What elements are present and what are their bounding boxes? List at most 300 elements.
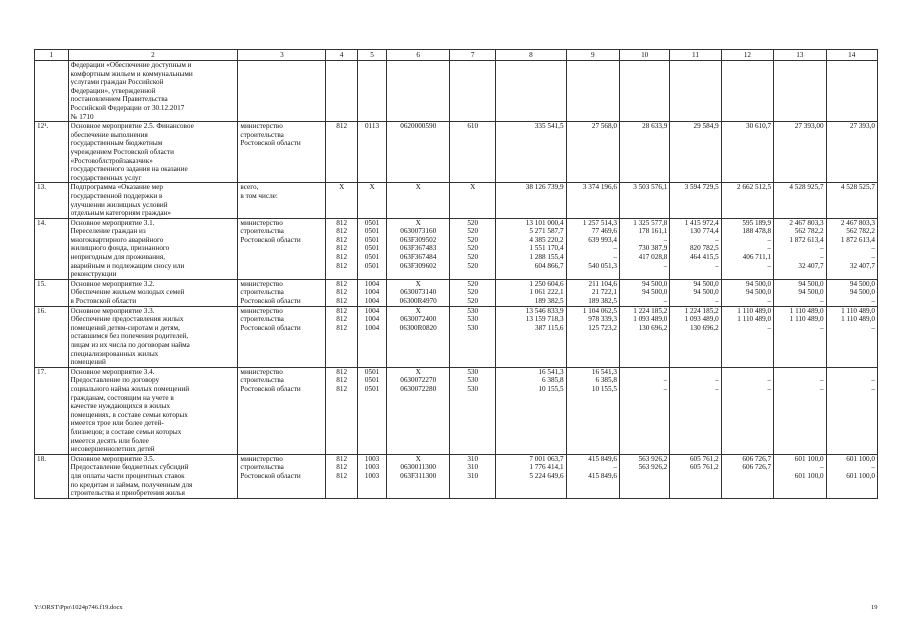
cell-line xyxy=(776,368,823,377)
cell-line: 520 xyxy=(467,218,479,227)
row-year-2023 xyxy=(774,122,826,183)
header-cell: 12 xyxy=(721,50,773,61)
cell-line xyxy=(672,472,718,481)
cell-line: 610 xyxy=(467,122,479,131)
table-row xyxy=(35,454,878,498)
cell-line xyxy=(724,472,771,481)
cell-line: Ростовской области xyxy=(240,384,301,393)
cell-line: 1 551 170,4 xyxy=(529,244,564,253)
cell-line: 812 xyxy=(336,297,348,306)
row-name xyxy=(68,122,238,183)
cell-line: реконструкции xyxy=(70,270,117,279)
row-number: 15. xyxy=(35,279,69,306)
cell-line: жилищного фонда, признанного xyxy=(70,244,170,253)
cell-line: – xyxy=(663,376,668,385)
cell-line: 605 761,2 xyxy=(689,454,719,463)
cell-line: 0501 xyxy=(364,367,380,376)
header-cell: 6 xyxy=(387,50,450,61)
cell-line: 812 xyxy=(336,261,348,270)
row-csr xyxy=(387,183,450,218)
cell-line: 812 xyxy=(336,218,348,227)
cell-line: 6 385,8 xyxy=(541,376,564,385)
cell-line: 1 257 514,3 xyxy=(582,218,617,227)
row-responsible xyxy=(238,122,326,183)
cell-line: 812 xyxy=(336,471,348,480)
cell-line: – xyxy=(613,463,617,472)
cell-line: оставшимся без попечения родителей, xyxy=(70,332,189,341)
cell-line: Ростовской области xyxy=(240,471,301,480)
row-responsible xyxy=(238,183,326,218)
cell-line: 606 726,7 xyxy=(742,454,772,463)
cell-line: 94 500,0 xyxy=(642,279,668,288)
row-vr xyxy=(450,454,496,498)
row-number: 17. xyxy=(35,367,69,454)
row-year-2022 xyxy=(721,218,773,279)
cell-line: 211 104,6 xyxy=(588,279,617,288)
cell-line: в Ростовской области xyxy=(70,297,137,306)
cell-line: 063F367483 xyxy=(400,244,437,253)
cell-line: 1 110 489,0 xyxy=(789,315,824,324)
cell-line: – xyxy=(767,235,772,244)
cell-line: 94 500,0 xyxy=(642,288,668,297)
cell-line: гражданам, состоящим на учете в xyxy=(70,393,174,402)
row-vr xyxy=(450,218,496,279)
row-year-2022 xyxy=(721,367,773,454)
cell-line: – xyxy=(715,235,719,244)
cell-line: – xyxy=(819,376,824,385)
row-csr xyxy=(387,279,450,306)
cell-line: Ростовской области xyxy=(240,297,301,306)
cell-line: – xyxy=(819,323,824,332)
cell-line: 978 339,3 xyxy=(588,315,617,324)
row-year-2023 xyxy=(774,61,826,122)
row-total xyxy=(496,183,566,218)
cell-line: 94 500,0 xyxy=(849,288,875,297)
cell-line: 0630011300 xyxy=(400,463,437,472)
row-name xyxy=(68,218,238,279)
cell-line: 417 028,8 xyxy=(638,253,668,262)
row-number: 16. xyxy=(35,306,69,367)
row-year-2023 xyxy=(774,367,826,454)
row-csr xyxy=(387,367,450,454)
cell-line: 27 393,0 xyxy=(849,122,875,131)
cell-line: Обеспечение предоставления жилых xyxy=(70,315,184,324)
row-year-2022 xyxy=(721,454,773,498)
cell-line: 063F311300 xyxy=(400,471,437,480)
cell-line: X xyxy=(415,454,421,463)
cell-line: учреждением Ростовской области xyxy=(70,147,174,156)
row-year-2024 xyxy=(826,367,877,454)
cell-line: 1 110 489,0 xyxy=(841,315,875,324)
row-gr xyxy=(326,218,357,279)
row-rz-pr xyxy=(357,367,386,454)
cell-line: 1 061 222,1 xyxy=(529,288,564,297)
row-year-2021 xyxy=(670,279,721,306)
row-vr xyxy=(450,306,496,367)
cell-line xyxy=(724,368,771,377)
row-vr xyxy=(450,183,496,218)
table-row xyxy=(35,183,878,218)
row-year-2019 xyxy=(566,306,619,367)
cell-line: 0113 xyxy=(365,122,380,131)
cell-line: X xyxy=(470,183,476,192)
table-row xyxy=(35,218,878,279)
cell-line: – xyxy=(715,384,719,393)
cell-line: строительства xyxy=(240,288,284,297)
cell-line: – xyxy=(767,244,772,253)
cell-line: отдельным категориям граждан» xyxy=(70,209,171,218)
cell-line: 605 761,2 xyxy=(689,463,719,472)
cell-line: качестве нуждающихся в жилых xyxy=(70,402,171,411)
cell-line: 812 xyxy=(336,235,348,244)
row-csr xyxy=(387,218,450,279)
cell-line: государственного задания на оказание xyxy=(70,165,188,174)
row-year-2019 xyxy=(566,454,619,498)
row-year-2024 xyxy=(826,279,877,306)
cell-line: – xyxy=(819,253,824,262)
cell-line: лицам из их числа по договорам найма xyxy=(70,341,190,349)
header-cell: 11 xyxy=(670,50,721,61)
cell-line: – xyxy=(663,384,668,393)
row-gr xyxy=(326,454,357,498)
cell-line: – xyxy=(871,253,875,262)
cell-line: 520 xyxy=(467,235,479,244)
row-gr xyxy=(326,183,357,218)
cell-line: 530 xyxy=(467,306,479,315)
cell-line: X xyxy=(415,367,421,376)
cell-line: 06300R4970 xyxy=(399,297,437,306)
cell-line: 812 xyxy=(336,454,348,463)
row-year-2019 xyxy=(566,367,619,454)
cell-line: 1004 xyxy=(364,279,380,288)
row-number: 18. xyxy=(35,454,69,498)
row-year-2020 xyxy=(620,122,670,183)
cell-line: 0630073160 xyxy=(400,227,437,236)
row-year-2020 xyxy=(620,61,670,122)
cell-line: 5 224 649,6 xyxy=(529,471,564,480)
cell-line: 606 726,7 xyxy=(742,463,772,472)
row-gr xyxy=(326,61,357,122)
cell-line: 29 584,9 xyxy=(693,122,719,131)
cell-line: 1 776 414,1 xyxy=(529,463,564,472)
cell-line: 1 325 577,8 xyxy=(633,218,668,227)
row-year-2024 xyxy=(826,122,877,183)
cell-line: Российской Федерации от 30.12.2017 xyxy=(70,103,185,112)
cell-line: 812 xyxy=(336,227,348,236)
cell-line: аварийным и подлежащим сносу или xyxy=(70,261,185,270)
cell-line: 464 415,5 xyxy=(689,253,719,262)
cell-line: 0501 xyxy=(364,253,380,262)
cell-line: 2 467 803,3 xyxy=(789,218,824,227)
cell-line: 13 159 718,3 xyxy=(525,315,564,324)
cell-line: Предоставление по договору xyxy=(70,376,160,385)
header-cell: 1 xyxy=(35,50,69,61)
row-total xyxy=(496,218,566,279)
cell-line: Основное мероприятие 3.2. xyxy=(70,279,155,288)
cell-line: 0501 xyxy=(364,244,380,253)
cell-line: X xyxy=(415,183,421,192)
row-year-2022 xyxy=(721,279,773,306)
row-csr xyxy=(387,122,450,183)
cell-line: Основное мероприятие 3.4. xyxy=(70,367,155,376)
footer-file-path: Y:\ORST\Ppo\1024p746.f19.docx xyxy=(34,604,123,611)
cell-line: имеется трое или более детей- xyxy=(70,419,164,428)
row-year-2023 xyxy=(774,306,826,367)
cell-line: 812 xyxy=(336,315,348,324)
cell-line: строительства xyxy=(240,130,284,139)
table-row xyxy=(35,122,878,183)
row-year-2020 xyxy=(620,279,670,306)
header-cell: 3 xyxy=(238,50,326,61)
cell-line: – xyxy=(871,384,875,393)
cell-line: 1 110 489,0 xyxy=(737,306,772,315)
cell-line: – xyxy=(871,244,875,253)
cell-line: 595 189,9 xyxy=(742,218,772,227)
cell-line: 601 100,0 xyxy=(794,454,824,463)
cell-line: 812 xyxy=(336,279,348,288)
cell-line: строительства xyxy=(240,463,284,472)
row-csr xyxy=(387,454,450,498)
cell-line: – xyxy=(663,297,668,306)
cell-line: – xyxy=(663,261,668,270)
row-year-2024 xyxy=(826,183,877,218)
cell-line: 1 224 185,2 xyxy=(684,306,719,315)
cell-line: 812 xyxy=(336,376,348,385)
cell-line: – xyxy=(871,297,875,306)
cell-line: 10 155,5 xyxy=(591,384,617,393)
cell-line: 415 849,6 xyxy=(588,454,617,463)
row-year-2021 xyxy=(670,183,721,218)
cell-line: многоквартирного аварийного xyxy=(70,235,164,244)
cell-line: – xyxy=(767,297,772,306)
row-gr xyxy=(326,306,357,367)
cell-line: министерство xyxy=(240,122,283,131)
row-year-2019 xyxy=(566,279,619,306)
header-cell: 5 xyxy=(357,50,386,61)
row-year-2022 xyxy=(721,122,773,183)
row-csr xyxy=(387,306,450,367)
cell-line: министерство xyxy=(240,306,283,315)
cell-line: 540 051,3 xyxy=(588,261,617,270)
cell-line: 188 478,8 xyxy=(742,227,772,236)
cell-line: строительства xyxy=(240,315,284,324)
row-rz-pr xyxy=(357,122,386,183)
cell-line: министерство xyxy=(240,279,283,288)
cell-line: государственным бюджетным xyxy=(70,139,163,148)
cell-line: 30 610,7 xyxy=(745,122,772,131)
cell-line: 563 926,2 xyxy=(638,463,668,472)
table-row xyxy=(35,306,878,367)
row-year-2021 xyxy=(670,218,721,279)
header-row xyxy=(35,50,878,61)
cell-line: 562 782,2 xyxy=(846,227,875,236)
cell-line: 1 288 155,4 xyxy=(529,253,564,262)
cell-line: – xyxy=(819,244,824,253)
cell-line: Основное мероприятие 3.1. xyxy=(70,218,155,227)
cell-line: помещениях, в составе семьи которых xyxy=(70,410,188,419)
cell-line: 063F367484 xyxy=(400,253,437,262)
table-row xyxy=(35,279,878,306)
cell-line: Федерации «Обеспечение доступным и xyxy=(70,61,192,69)
cell-line: 0501 xyxy=(364,376,380,385)
cell-line: 94 500,0 xyxy=(745,288,772,297)
cell-line: обеспечение выполнения xyxy=(70,130,148,139)
cell-line: 16 541,3 xyxy=(538,367,564,376)
cell-line: – xyxy=(663,235,668,244)
cell-line: 1 110 489,0 xyxy=(789,306,824,315)
row-name xyxy=(68,61,238,122)
row-name xyxy=(68,306,238,367)
cell-line: 530 xyxy=(467,376,479,385)
cell-line: 520 xyxy=(467,261,479,270)
cell-line: 3 374 196,6 xyxy=(582,183,617,192)
header-cell: 9 xyxy=(566,50,619,61)
cell-line: 639 993,4 xyxy=(588,235,617,244)
cell-line: 1004 xyxy=(364,323,380,332)
cell-line: государственной поддержки в xyxy=(70,191,163,200)
cell-line: 1 093 489,0 xyxy=(684,315,719,324)
row-year-2024 xyxy=(826,61,877,122)
cell-line: 27 393,00 xyxy=(794,122,824,131)
header-cell: 14 xyxy=(826,50,877,61)
cell-line: 2 467 803,3 xyxy=(840,218,875,227)
cell-line: 1 872 613,4 xyxy=(789,235,824,244)
cell-line: Основное мероприятие 3.3. xyxy=(70,306,155,315)
cell-line: X xyxy=(415,218,421,227)
row-year-2023 xyxy=(774,183,826,218)
row-number: 13. xyxy=(35,183,69,218)
row-total xyxy=(496,61,566,122)
cell-line: социального найма жилых помещений xyxy=(70,384,190,393)
cell-line: X xyxy=(415,306,421,315)
cell-line: 063F309602 xyxy=(400,261,437,270)
cell-line: 310 xyxy=(467,454,479,463)
cell-line: 32 407,7 xyxy=(849,261,875,270)
row-year-2021 xyxy=(670,367,721,454)
cell-line: имеется десять или более xyxy=(70,436,149,445)
cell-line: 520 xyxy=(467,297,479,306)
row-number: 14. xyxy=(35,218,69,279)
cell-line: 520 xyxy=(467,227,479,236)
table-row xyxy=(35,367,878,454)
cell-line: несовершеннолетних детей xyxy=(70,445,155,454)
cell-line: – xyxy=(819,463,824,472)
row-gr xyxy=(326,279,357,306)
cell-line: 601 100,0 xyxy=(846,454,875,463)
cell-line: Федерации», утвержденной xyxy=(70,86,156,95)
cell-line: 1 872 613,4 xyxy=(840,235,875,244)
cell-line: 820 782,5 xyxy=(689,244,719,253)
cell-line: 16 541,3 xyxy=(591,367,617,376)
cell-line: 189 382,5 xyxy=(534,297,564,306)
cell-line: строительства xyxy=(240,227,284,236)
cell-line: министерство xyxy=(240,218,283,227)
row-total xyxy=(496,279,566,306)
row-year-2020 xyxy=(620,306,670,367)
cell-line: 520 xyxy=(467,244,479,253)
cell-line: «Ростовоблстройзаказчик» xyxy=(70,156,153,165)
header-cell: 4 xyxy=(326,50,357,61)
header-cell: 13 xyxy=(774,50,826,61)
cell-line: 0620000590 xyxy=(400,122,437,131)
cell-line: строительства и приобретения жилья xyxy=(70,489,185,498)
cell-line: 10 155,5 xyxy=(538,384,564,393)
cell-line: всего, xyxy=(240,183,259,192)
cell-line: специализированных жилых xyxy=(70,349,159,358)
cell-line: X xyxy=(415,279,421,288)
header-cell: 2 xyxy=(68,50,238,61)
cell-line: 1 415 972,4 xyxy=(684,218,719,227)
cell-line: 310 xyxy=(467,471,479,480)
cell-line: 730 387,9 xyxy=(638,244,668,253)
cell-line: 125 723,2 xyxy=(588,323,617,332)
cell-line: 530 xyxy=(467,315,479,324)
row-year-2024 xyxy=(826,454,877,498)
row-year-2021 xyxy=(670,122,721,183)
cell-line: 812 xyxy=(336,323,348,332)
cell-line: 94 500,0 xyxy=(745,279,772,288)
cell-line: – xyxy=(819,297,824,306)
budget-table xyxy=(34,49,878,499)
row-year-2021 xyxy=(670,61,721,122)
cell-line: 38 126 739,9 xyxy=(525,183,564,192)
row-year-2023 xyxy=(774,279,826,306)
table-row xyxy=(35,61,878,122)
header-cell: 7 xyxy=(450,50,496,61)
cell-line: – xyxy=(767,376,772,385)
cell-line: 4 528 925,7 xyxy=(789,183,824,192)
cell-line: 406 711,1 xyxy=(742,253,772,262)
row-year-2021 xyxy=(670,306,721,367)
cell-line: 1003 xyxy=(364,463,380,472)
cell-line: 1003 xyxy=(364,454,380,463)
cell-line: Ростовской области xyxy=(240,235,301,244)
cell-line: 415 849,6 xyxy=(588,471,617,480)
cell-line: – xyxy=(871,323,875,332)
cell-line: 0501 xyxy=(364,227,380,236)
cell-line: по кредитам и займам, полученным для xyxy=(70,480,193,489)
row-year-2019 xyxy=(566,183,619,218)
cell-line: 563 926,2 xyxy=(638,454,668,463)
row-vr xyxy=(450,122,496,183)
cell-line: 130 696,2 xyxy=(638,323,668,332)
cell-line xyxy=(622,368,667,377)
cell-line: 812 xyxy=(336,306,348,315)
row-year-2019 xyxy=(566,122,619,183)
cell-line: 94 500,0 xyxy=(798,288,824,297)
cell-line: 6 385,8 xyxy=(595,376,617,385)
cell-line: министерство xyxy=(240,454,283,463)
cell-line: строительства xyxy=(240,376,284,385)
cell-line: 530 xyxy=(467,367,479,376)
cell-line: Основное мероприятие 2.5. Финансовое xyxy=(70,122,194,131)
cell-line: 2 662 512,5 xyxy=(736,183,772,192)
cell-line: Подпрограмма «Оказание мер xyxy=(70,183,163,192)
cell-line: 1004 xyxy=(364,288,380,297)
row-csr xyxy=(387,61,450,122)
cell-line: 21 722,1 xyxy=(591,288,617,297)
row-rz-pr xyxy=(357,279,386,306)
row-year-2019 xyxy=(566,61,619,122)
cell-line: помещений детям-сиротам и детям, xyxy=(70,323,180,332)
cell-line: 812 xyxy=(336,288,348,297)
row-vr xyxy=(450,367,496,454)
row-year-2020 xyxy=(620,218,670,279)
cell-line xyxy=(829,368,875,377)
cell-line: 310 xyxy=(467,463,479,472)
cell-line: 130 696,2 xyxy=(689,323,719,332)
cell-line: 520 xyxy=(467,253,479,262)
